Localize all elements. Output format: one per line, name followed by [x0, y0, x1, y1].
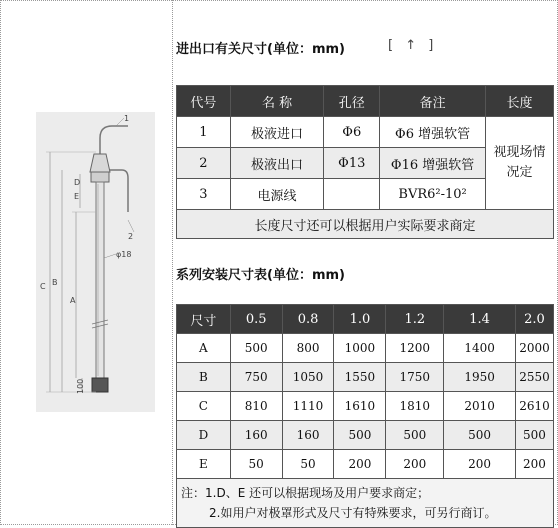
row2-code: 2: [177, 148, 231, 179]
table-cell: 500: [386, 421, 444, 450]
table-cell: 2610: [515, 392, 553, 421]
table-row: [177, 363, 554, 392]
length-note: 长度尺寸还可以根据用户实际要求商定: [177, 210, 554, 239]
row3-name: 电源线: [230, 179, 324, 210]
header-name: 名 称: [230, 86, 324, 117]
footnote-cell: [177, 479, 554, 528]
table-row: [177, 117, 554, 148]
table-row: [177, 392, 554, 421]
header-remark: 备注: [380, 86, 486, 117]
size-header-1-4: 1.4: [444, 305, 516, 334]
header-bore: 孔径: [324, 86, 380, 117]
length-cell: [485, 117, 553, 210]
table-cell: 1050: [282, 363, 334, 392]
footnote-line-1: 注：1.D、E 还可以根据现场及用户要求商定；: [181, 486, 430, 500]
row1-code: 1: [177, 117, 231, 148]
size-header-row: [177, 305, 554, 334]
electrode-drawing: [36, 112, 155, 412]
table-cell: 200: [444, 450, 516, 479]
table-cell: 50: [282, 450, 334, 479]
dimension-b-label: B: [52, 278, 58, 287]
size-header-label: 尺寸: [177, 305, 231, 334]
table-cell: 810: [230, 392, 282, 421]
row3-bore: [324, 179, 380, 210]
header-code: 代号: [177, 86, 231, 117]
row3-code: 3: [177, 179, 231, 210]
row2-remark: Φ16 增强软管: [380, 148, 486, 179]
table-cell: 800: [282, 334, 334, 363]
table-cell: 1750: [386, 363, 444, 392]
table-cell: 160: [230, 421, 282, 450]
table-cell: 1200: [386, 334, 444, 363]
column-divider: [172, 0, 173, 525]
table-row: [177, 334, 554, 363]
header-length: 长度: [485, 86, 553, 117]
diameter-label: φ18: [116, 250, 132, 259]
table-cell: 200: [515, 450, 553, 479]
table-cell: 750: [230, 363, 282, 392]
row-label: B: [177, 363, 231, 392]
table-note-row: [177, 210, 554, 239]
table-cell: 1400: [444, 334, 516, 363]
table-cell: 2550: [515, 363, 553, 392]
size-header-1-2: 1.2: [386, 305, 444, 334]
dimension-e-label: E: [74, 192, 80, 201]
inlet-section-title: 进出口有关尺寸(单位：mm): [176, 42, 345, 57]
table-cell: 1550: [334, 363, 386, 392]
size-header-0-8: 0.8: [282, 305, 334, 334]
dimension-a-label: A: [70, 296, 76, 305]
length-cell-text: 视现场情况定: [493, 145, 546, 180]
table-cell: 2010: [444, 392, 516, 421]
callout-1-label: 1: [124, 114, 130, 123]
size-header-0-5: 0.5: [230, 305, 282, 334]
inlet-outlet-table: [176, 85, 554, 239]
row-label: D: [177, 421, 231, 450]
table-cell: 200: [386, 450, 444, 479]
footnote-line-2: 2.如用户对极罩形式及尺寸有特殊要求，可另行商订。: [209, 506, 497, 520]
installation-size-table: [176, 304, 554, 528]
table-cell: 1610: [334, 392, 386, 421]
table-cell: 500: [515, 421, 553, 450]
table-cell: 200: [334, 450, 386, 479]
table-cell: 500: [334, 421, 386, 450]
row2-name: 极液出口: [230, 148, 324, 179]
row-label: C: [177, 392, 231, 421]
size-header-2-0: 2.0: [515, 305, 553, 334]
row3-remark: BVR6²-10²: [380, 179, 486, 210]
row-label: E: [177, 450, 231, 479]
row2-bore: Φ13: [324, 148, 380, 179]
size-section-title: 系列安装尺寸表(单位：mm): [176, 268, 345, 283]
electrode-drawing-svg: [36, 112, 155, 412]
table-header-row: [177, 86, 554, 117]
row-label: A: [177, 334, 231, 363]
dimension-100-label: 100: [76, 378, 85, 394]
row1-bore: Φ6: [324, 117, 380, 148]
table-cell: 50: [230, 450, 282, 479]
callout-2-label: 2: [128, 232, 134, 241]
table-cell: 500: [230, 334, 282, 363]
footnote-row: [177, 479, 554, 528]
size-header-1-0: 1.0: [334, 305, 386, 334]
dimension-c-label: C: [40, 282, 46, 291]
back-to-top-link[interactable]: [ ↑ ]: [388, 38, 438, 53]
table-cell: 160: [282, 421, 334, 450]
table-cell: 500: [444, 421, 516, 450]
table-cell: 2000: [515, 334, 553, 363]
table-row: [177, 421, 554, 450]
table-row: [177, 450, 554, 479]
dimension-d-label: D: [74, 178, 81, 187]
table-cell: 1810: [386, 392, 444, 421]
table-cell: 1110: [282, 392, 334, 421]
row1-name: 极液进口: [230, 117, 324, 148]
table-cell: 1000: [334, 334, 386, 363]
row1-remark: Φ6 增强软管: [380, 117, 486, 148]
table-cell: 1950: [444, 363, 516, 392]
